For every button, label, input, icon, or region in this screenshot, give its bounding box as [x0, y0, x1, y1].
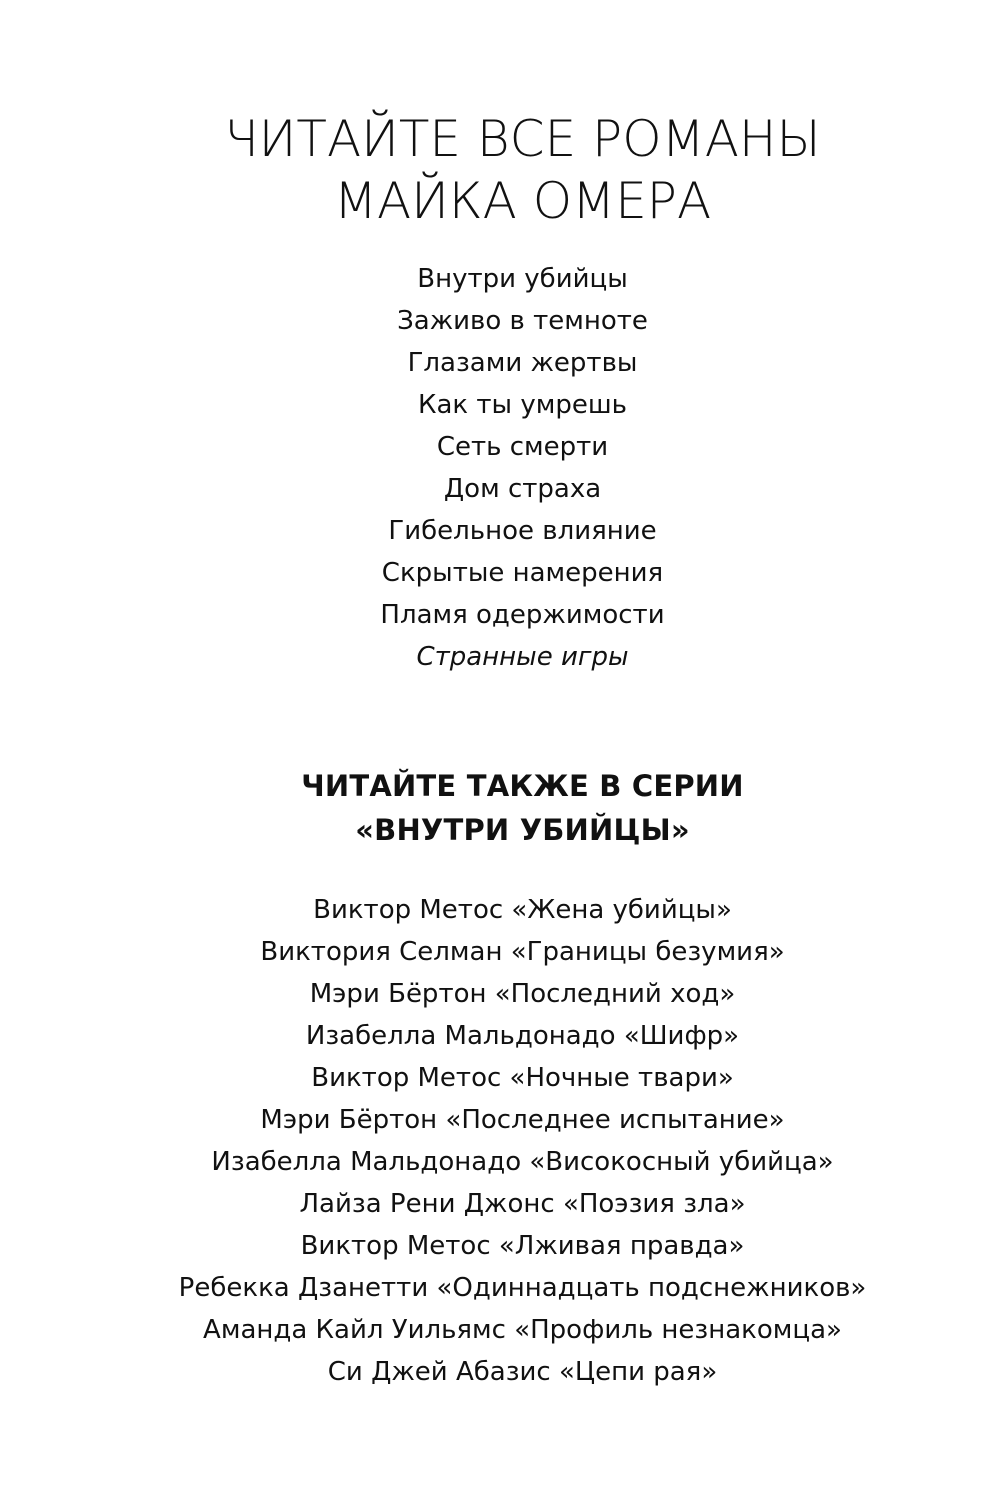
novel-title: Гибельное влияние — [388, 516, 657, 546]
novels-list — [100, 258, 945, 678]
novel-title: Внутри убийцы — [417, 264, 628, 294]
novel-title: Глазами жертвы — [407, 348, 638, 378]
series-book: Виктор Метос «Лживая правда» — [300, 1231, 745, 1261]
series-book: Си Джей Абазис «Цепи рая» — [327, 1357, 718, 1387]
series-books-list — [100, 889, 945, 1393]
series-book: Мэри Бёртон «Последний ход» — [309, 979, 736, 1009]
series-book: Лайза Рени Джонс «Поэзия зла» — [299, 1189, 746, 1219]
novel-title: Пламя одержимости — [380, 600, 665, 630]
novel-title: Скрытые намерения — [381, 558, 664, 588]
series-book: Виктор Метос «Жена убийцы» — [313, 895, 732, 925]
novel-title-current: Странные игры — [416, 642, 629, 672]
main-heading-line-2: МАЙКА ОМЕРА — [333, 172, 712, 230]
series-book: Изабелла Мальдонадо «Високосный убийца» — [211, 1147, 834, 1177]
series-book: Виктория Селман «Границы безумия» — [260, 937, 785, 967]
main-heading — [100, 108, 945, 232]
novel-title: Как ты умрешь — [418, 390, 627, 420]
series-book: Ребекка Дзанетти «Одиннадцать подснежников» — [178, 1273, 867, 1303]
series-heading — [100, 764, 945, 852]
series-heading-line-2: «ВНУТРИ УБИЙЦЫ» — [355, 813, 690, 847]
novel-title: Заживо в темноте — [397, 306, 648, 336]
novel-title: Дом страха — [443, 474, 602, 504]
series-book: Аманда Кайл Уильямс «Профиль незнакомца» — [203, 1315, 842, 1345]
main-heading-line-1: ЧИТАЙТЕ ВСЕ РОМАНЫ — [224, 110, 821, 168]
series-book: Мэри Бёртон «Последнее испытание» — [260, 1105, 785, 1135]
novel-title: Сеть смерти — [436, 432, 609, 462]
series-heading-line-1: ЧИТАЙТЕ ТАКЖЕ В СЕРИИ — [301, 769, 744, 803]
series-book: Виктор Метос «Ночные твари» — [311, 1063, 734, 1093]
series-book: Изабелла Мальдонадо «Шифр» — [305, 1021, 740, 1051]
